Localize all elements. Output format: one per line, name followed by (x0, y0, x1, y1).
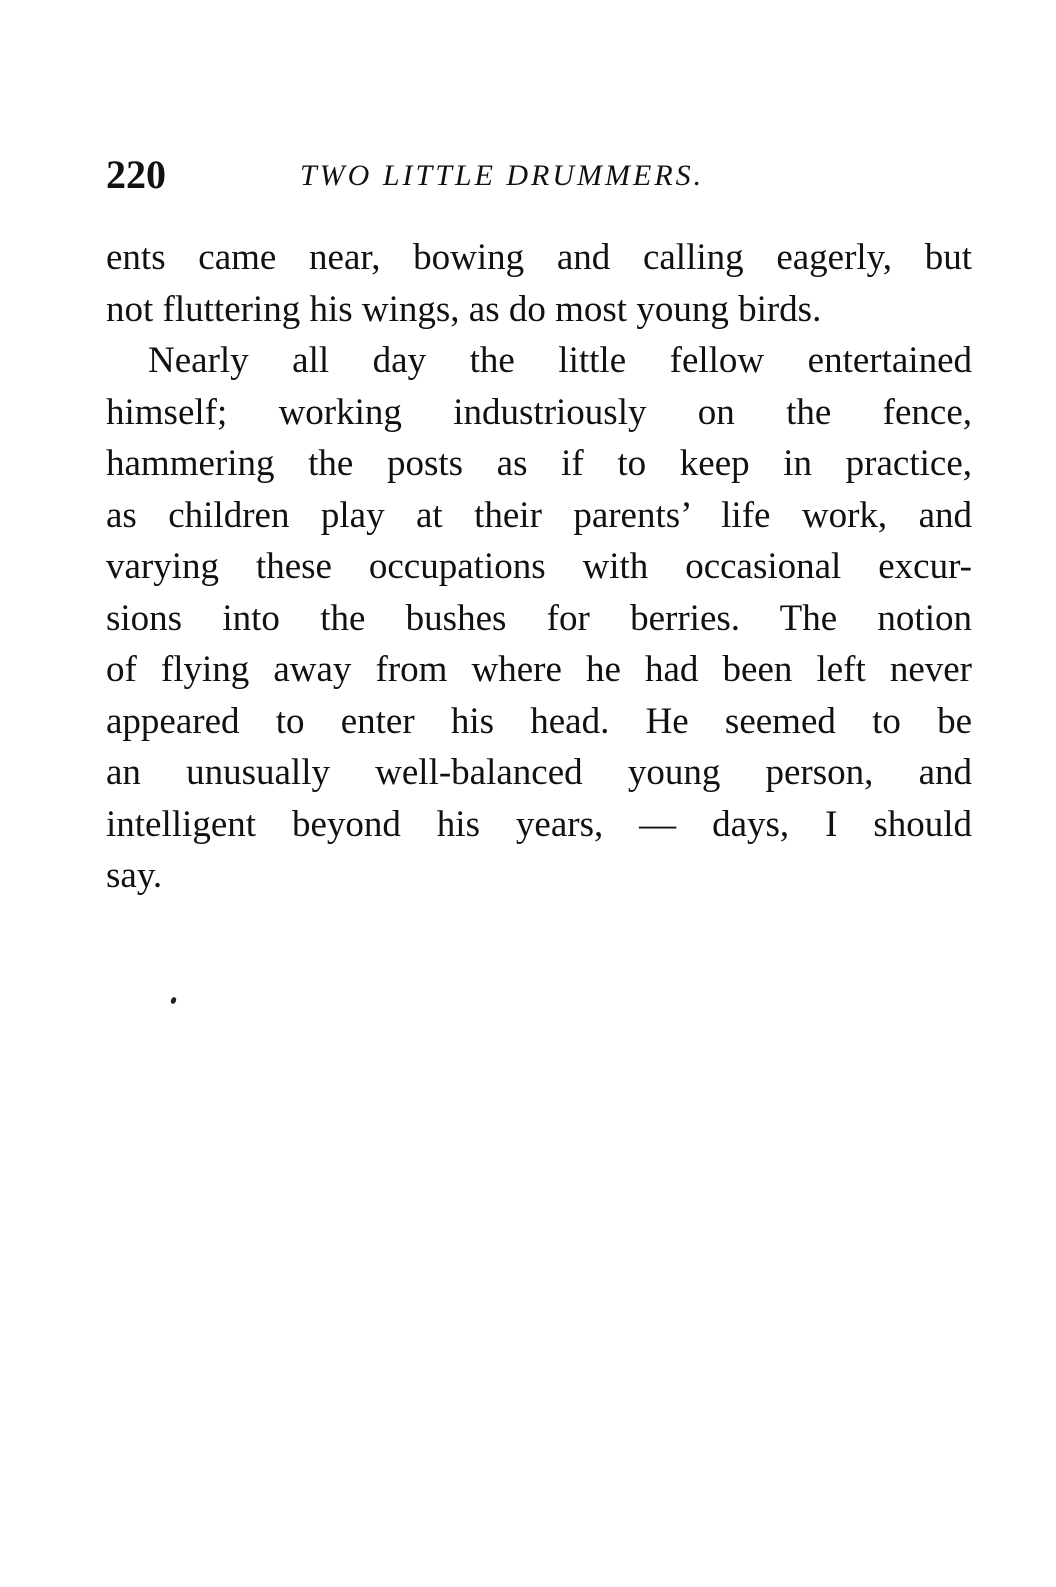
text-line: Nearly all day the little fellow entertained (148, 340, 972, 381)
text-line: appeared to enter his head. He seemed to be (106, 700, 972, 742)
text-line: as children play at their parents’ life work, and (106, 494, 972, 536)
text-line: of flying away from where he had been left never (106, 649, 972, 690)
text-line: varying these occupations with occasional excur- (106, 546, 972, 587)
text-line: hammering the posts as if to keep in practice, (106, 443, 972, 484)
text-line: an unusually well-balanced young person, and (106, 752, 972, 793)
running-title: TWO LITTLE DRUMMERS. (300, 159, 705, 192)
ink-speck (170, 996, 177, 1004)
text-line: ents came near, bowing and calling eagerly, but (106, 237, 972, 278)
text-line: say. (106, 855, 163, 896)
page-number: 220 (106, 152, 166, 197)
running-head (106, 150, 972, 200)
text-line: himself; working industriously on the fence, (106, 391, 972, 433)
text-line: sions into the bushes for berries. The notion (106, 597, 972, 639)
text-line: not fluttering his wings, as do most young birds. (106, 288, 822, 330)
body-text (106, 232, 972, 902)
text-line: intelligent beyond his years, — days, I should (106, 803, 972, 845)
